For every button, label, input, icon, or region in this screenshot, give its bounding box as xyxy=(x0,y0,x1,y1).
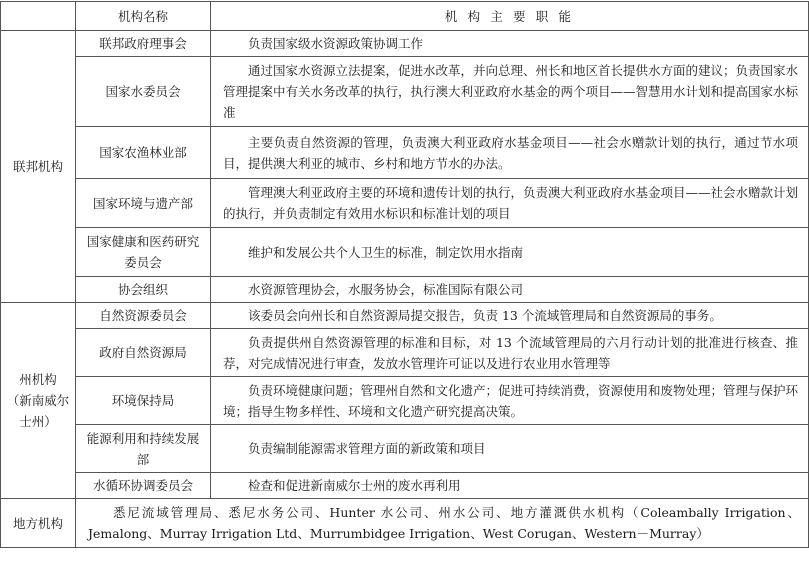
agency-name: 国家农渔林业部 xyxy=(76,127,211,179)
agency-name: 环境保持局 xyxy=(76,377,211,425)
table-row xyxy=(1,277,809,303)
table-row xyxy=(1,57,809,127)
agency-duty: 管理澳大利亚政府主要的环境和遗传计划的执行，负责澳大利亚政府水基金项目——社会水赠款计划的执行，并负责制定有效用水标识和标准计划的项目 xyxy=(211,179,809,228)
agency-functions-table xyxy=(0,1,809,548)
agency-duty: 该委员会向州长和自然资源局提交报告，负责 13 个流域管理局和自然资源局的事务。 xyxy=(211,303,809,329)
agency-name: 政府自然资源局 xyxy=(76,329,211,377)
table-row xyxy=(1,425,809,473)
agency-duty: 主要负责自然资源的管理，负责澳大利亚政府水基金项目——社会水赠款计划的执行，通过节水项目，提供澳大利亚的城市、乡村和地方节水的办法。 xyxy=(211,127,809,179)
table-header-row xyxy=(1,2,809,31)
table-row xyxy=(1,329,809,377)
agency-name: 自然资源委员会 xyxy=(76,303,211,329)
agency-name: 国家环境与遗产部 xyxy=(76,179,211,228)
agency-duty: 维护和发展公共个人卫生的标准，制定饮用水指南 xyxy=(211,228,809,277)
header-main-functions: 机 构 主 要 职 能 xyxy=(211,2,809,31)
agency-name: 能源利用和持续发展部 xyxy=(76,425,211,473)
agency-duty: 负责环境健康问题；管理州自然和文化遗产；促进可持续消费，资源使用和废物处理；管理与保护环境；指导生物多样性、环境和文化遗产研究提高决策。 xyxy=(211,377,809,425)
table-row xyxy=(1,228,809,277)
table-row xyxy=(1,127,809,179)
agency-name: 水循环协调委员会 xyxy=(76,473,211,499)
header-agency-name: 机构名称 xyxy=(76,2,211,31)
agency-name: 联邦政府理事会 xyxy=(76,31,211,57)
header-level xyxy=(1,2,76,31)
level-state: 州机构 （新南威尔 士州） xyxy=(1,303,76,499)
agency-duty: 负责提供州自然资源管理的标准和目标，对 13 个流域管理局的六月行动计划的批准进行核查、推荐，对完成情况进行审查，发放水管理许可证以及进行农业用水管理等 xyxy=(211,329,809,377)
table-row xyxy=(1,499,809,548)
agency-name: 国家健康和医药研究委员会 xyxy=(76,228,211,277)
table-row xyxy=(1,377,809,425)
table-row xyxy=(1,179,809,228)
agency-duty: 通过国家水资源立法提案，促进水改革，并向总理、州长和地区首长提供水方面的建议；负责国家水管理提案中有关水务改革的执行，执行澳大利亚政府水基金的两个项目——智慧用水计划和提高国家水标准 xyxy=(211,57,809,127)
agency-duty: 水资源管理协会，水服务协会，标准国际有限公司 xyxy=(211,277,809,303)
agency-name: 国家水委员会 xyxy=(76,57,211,127)
table-row xyxy=(1,303,809,329)
level-federal: 联邦机构 xyxy=(1,31,76,303)
agency-duty: 负责国家级水资源政策协调工作 xyxy=(211,31,809,57)
agency-duty: 检查和促进新南威尔士州的废水再利用 xyxy=(211,473,809,499)
agency-name: 协会组织 xyxy=(76,277,211,303)
agency-duty: 负责编制能源需求管理方面的新政策和项目 xyxy=(211,425,809,473)
level-local: 地方机构 xyxy=(1,499,76,548)
table-row xyxy=(1,31,809,57)
table-row xyxy=(1,473,809,499)
local-agencies: 悉尼流域管理局、悉尼水务公司、Hunter 水公司、州水公司、地方灌溉供水机构（Coleambally Irrigation、Jemalong、Murray Irrigation Ltd、Murrumbidgee Irrigation、West Corugan、Western－Murray） xyxy=(76,499,809,548)
